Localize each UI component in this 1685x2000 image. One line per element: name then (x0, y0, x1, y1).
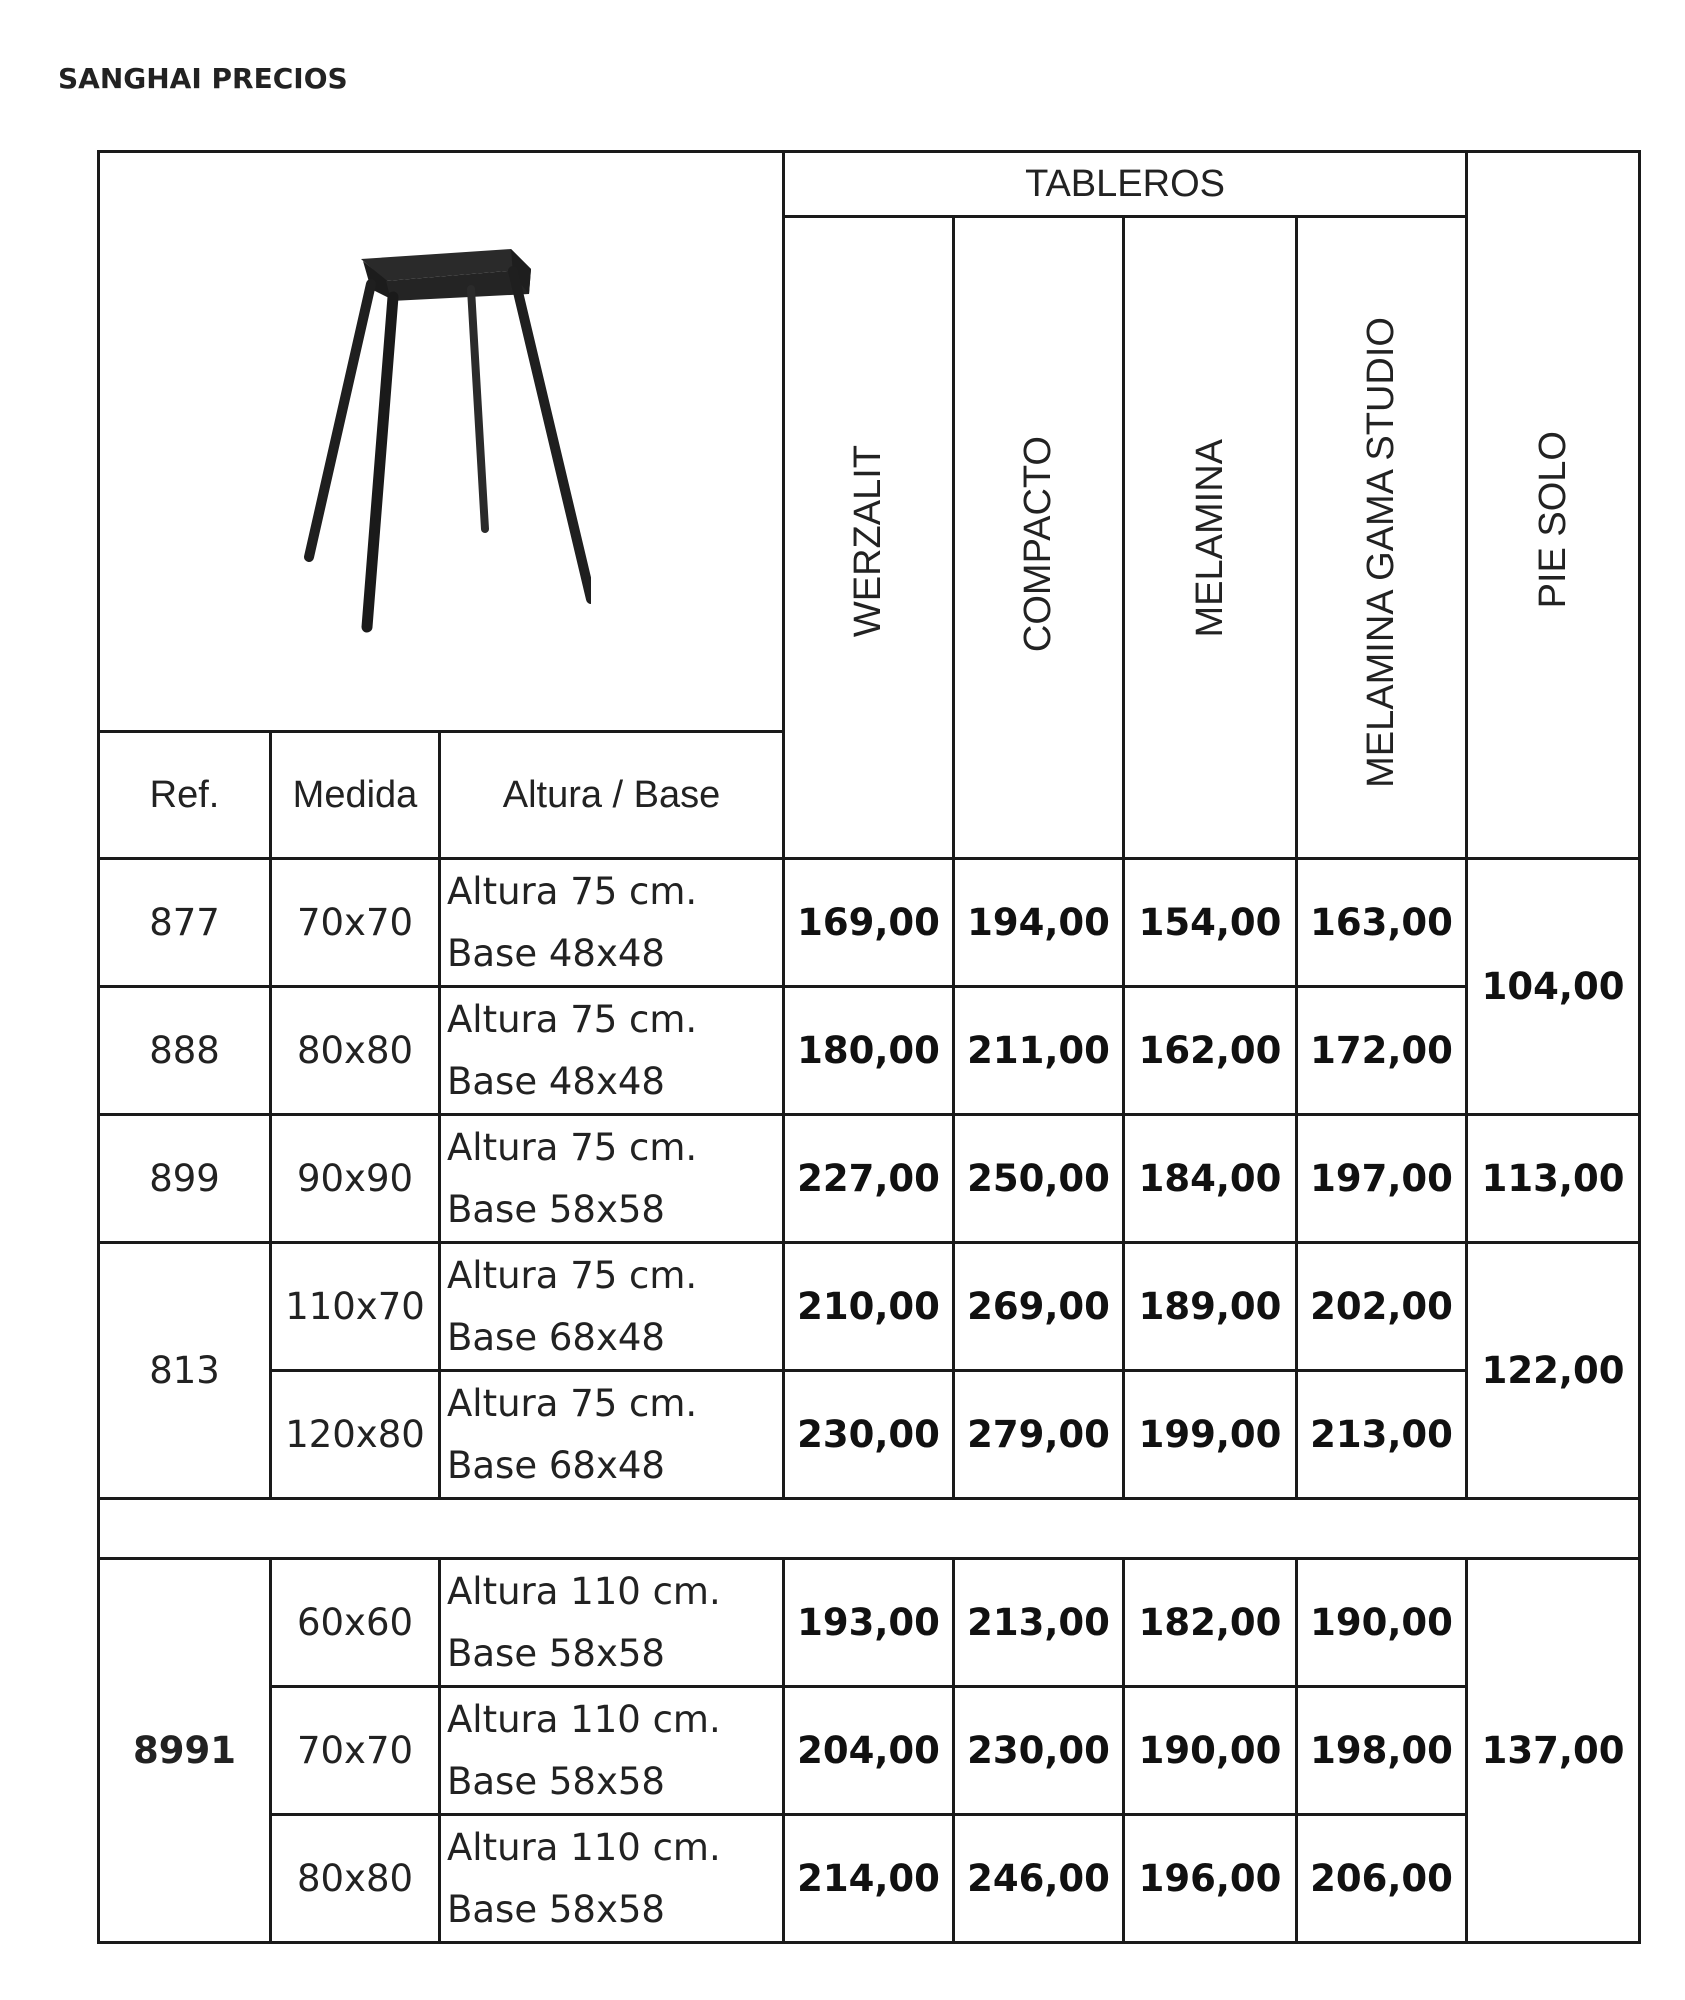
table-row (99, 859, 1640, 987)
price-melamina-studio: 172,00 (1297, 987, 1467, 1115)
price-melamina-studio: 190,00 (1297, 1559, 1467, 1687)
price-melamina: 162,00 (1124, 987, 1297, 1115)
price-pie-solo: 104,00 (1467, 859, 1640, 1115)
separator-row (99, 1499, 1640, 1559)
melamina-studio-header: MELAMINA GAMA STUDIO (1297, 217, 1467, 859)
price-werzalit: 204,00 (784, 1687, 954, 1815)
price-melamina: 196,00 (1124, 1815, 1297, 1943)
medida-cell: 70x70 (271, 1687, 440, 1815)
price-compacto: 246,00 (954, 1815, 1124, 1943)
ref-cell: 8991 (99, 1559, 271, 1943)
page-title: SANGHAI PRECIOS (58, 62, 348, 95)
ref-header: Ref. (99, 732, 271, 859)
table-base-icon (291, 229, 591, 649)
compacto-header: COMPACTO (954, 217, 1124, 859)
price-compacto: 230,00 (954, 1687, 1124, 1815)
medida-cell: 120x80 (271, 1371, 440, 1499)
altura-base-cell: Altura 110 cm. Base 58x58 (440, 1559, 784, 1687)
medida-cell: 110x70 (271, 1243, 440, 1371)
price-melamina-studio: 198,00 (1297, 1687, 1467, 1815)
altura-base-cell: Altura 110 cm. Base 58x58 (440, 1687, 784, 1815)
price-compacto: 213,00 (954, 1559, 1124, 1687)
price-pie-solo: 137,00 (1467, 1559, 1640, 1943)
separator-cell (99, 1499, 1640, 1559)
price-melamina-studio: 163,00 (1297, 859, 1467, 987)
price-compacto: 269,00 (954, 1243, 1124, 1371)
table-row (99, 1243, 1640, 1371)
price-werzalit: 180,00 (784, 987, 954, 1115)
altura-base-cell: Altura 75 cm. Base 68x48 (440, 1243, 784, 1371)
medida-cell: 60x60 (271, 1559, 440, 1687)
ref-cell: 899 (99, 1115, 271, 1243)
price-melamina: 154,00 (1124, 859, 1297, 987)
price-compacto: 279,00 (954, 1371, 1124, 1499)
price-melamina: 199,00 (1124, 1371, 1297, 1499)
price-table (97, 150, 1641, 1944)
medida-cell: 80x80 (271, 1815, 440, 1943)
price-compacto: 211,00 (954, 987, 1124, 1115)
tableros-header: TABLEROS (784, 152, 1467, 217)
melamina-header: MELAMINA (1124, 217, 1297, 859)
altura-base-cell: Altura 75 cm. Base 48x48 (440, 859, 784, 987)
table-row (99, 1559, 1640, 1687)
medida-cell: 90x90 (271, 1115, 440, 1243)
ref-cell: 813 (99, 1243, 271, 1499)
price-werzalit: 227,00 (784, 1115, 954, 1243)
table-row (99, 1687, 1640, 1815)
table-row (99, 987, 1640, 1115)
price-werzalit: 214,00 (784, 1815, 954, 1943)
price-werzalit: 230,00 (784, 1371, 954, 1499)
price-werzalit: 210,00 (784, 1243, 954, 1371)
table-row (99, 1115, 1640, 1243)
product-image-cell (99, 152, 784, 732)
price-melamina: 189,00 (1124, 1243, 1297, 1371)
ref-cell: 888 (99, 987, 271, 1115)
table-row (99, 1371, 1640, 1499)
price-pie-solo: 122,00 (1467, 1243, 1640, 1499)
price-compacto: 194,00 (954, 859, 1124, 987)
price-melamina: 190,00 (1124, 1687, 1297, 1815)
price-melamina-studio: 213,00 (1297, 1371, 1467, 1499)
altura-base-cell: Altura 110 cm. Base 58x58 (440, 1815, 784, 1943)
price-melamina-studio: 202,00 (1297, 1243, 1467, 1371)
price-werzalit: 193,00 (784, 1559, 954, 1687)
werzalit-header: WERZALIT (784, 217, 954, 859)
altura-base-cell: Altura 75 cm. Base 68x48 (440, 1371, 784, 1499)
price-compacto: 250,00 (954, 1115, 1124, 1243)
price-melamina-studio: 206,00 (1297, 1815, 1467, 1943)
price-werzalit: 169,00 (784, 859, 954, 987)
price-melamina: 182,00 (1124, 1559, 1297, 1687)
altura-base-header: Altura / Base (440, 732, 784, 859)
price-pie-solo: 113,00 (1467, 1115, 1640, 1243)
altura-base-cell: Altura 75 cm. Base 58x58 (440, 1115, 784, 1243)
medida-cell: 80x80 (271, 987, 440, 1115)
pie-solo-header: PIE SOLO (1467, 152, 1640, 859)
price-melamina: 184,00 (1124, 1115, 1297, 1243)
medida-header: Medida (271, 732, 440, 859)
altura-base-cell: Altura 75 cm. Base 48x48 (440, 987, 784, 1115)
price-melamina-studio: 197,00 (1297, 1115, 1467, 1243)
medida-cell: 70x70 (271, 859, 440, 987)
ref-cell: 877 (99, 859, 271, 987)
table-row (99, 1815, 1640, 1943)
